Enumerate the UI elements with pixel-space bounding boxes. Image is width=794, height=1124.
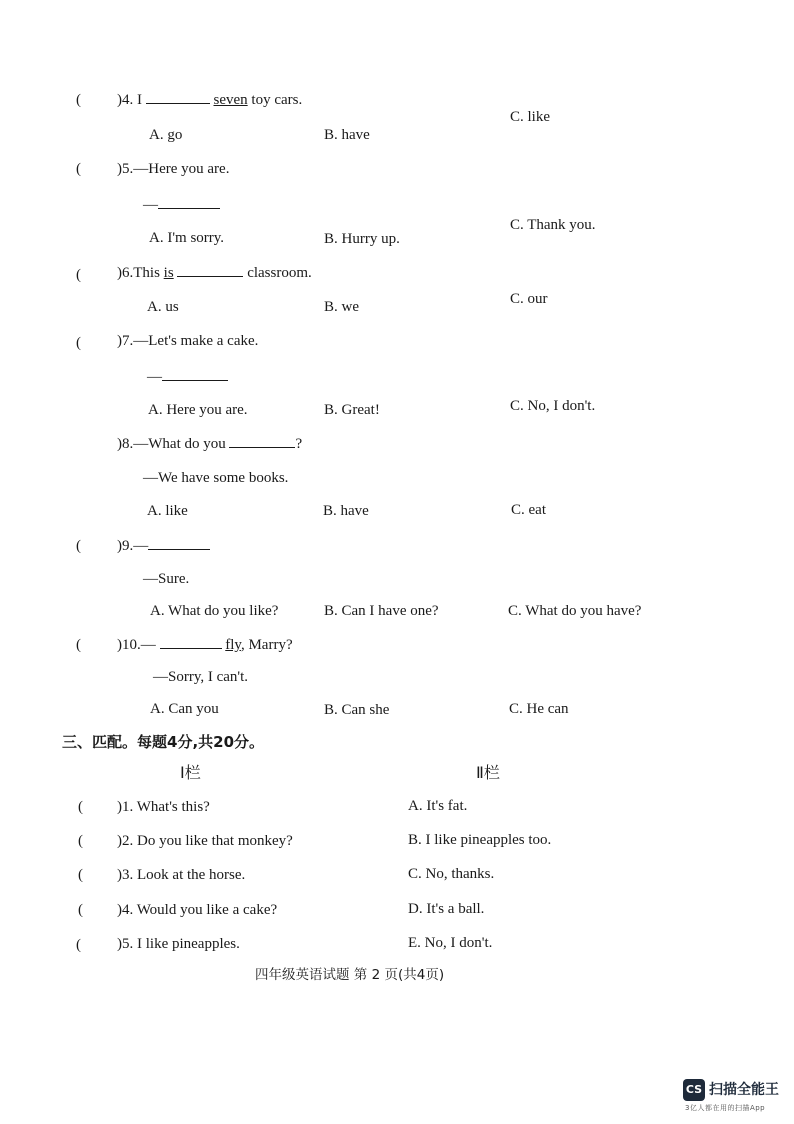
question-number: )10. [117,637,141,653]
response-line [143,196,220,214]
match-left-item: )3. Look at the horse. [117,867,246,883]
question-number: )7. [117,333,134,349]
question-9 [117,537,210,555]
question-number: )5. [117,161,134,177]
camscanner-logo-icon: CS [683,1079,705,1101]
option-a: A. Here you are. [148,402,248,418]
option-b: B. have [324,127,370,143]
dash: — [140,637,156,653]
question-text: toy cars. [251,92,303,108]
option-b: B. Great! [324,402,380,418]
match-right-item: C. No, thanks. [408,866,495,882]
match-left-item: )5. I like pineapples. [117,936,240,952]
answer-blank [146,91,210,104]
option-a: A. Can you [150,701,219,717]
dash: — [133,538,149,554]
question-text: , Marry? [240,637,293,653]
match-left-item: )1. What's this? [117,799,210,815]
underlined-word: is [163,265,174,281]
dash: — [143,197,158,213]
answer-paren: ( [76,637,81,653]
question-number: )4. [117,92,134,108]
option-b: B. Can I have one? [324,603,439,619]
underlined-word: fly [225,637,241,653]
dash: — [147,369,162,385]
question-6 [117,264,312,282]
answer-paren: ( [78,867,83,883]
option-b: B. Can she [324,702,390,718]
response-line: —We have some books. [143,470,289,486]
option-b: B. Hurry up. [324,231,400,247]
question-number: )6. [117,265,134,281]
answer-blank [160,636,222,649]
watermark-name: 扫描全能王 [709,1082,779,1098]
match-left-item: )4. Would you like a cake? [117,902,278,918]
question-5 [117,160,229,178]
response-line: —Sorry, I can't. [153,669,249,685]
question-7 [117,332,258,350]
option-a: A. like [147,503,188,519]
question-text: I [137,92,142,108]
underlined-word: seven [213,92,248,108]
question-text: —What do you [133,436,226,452]
answer-paren: ( [76,937,81,953]
option-b: B. have [323,503,369,519]
camscanner-watermark [683,1078,791,1114]
match-right-item: A. It's fat. [408,798,468,814]
answer-paren: ( [78,833,83,849]
answer-blank [158,196,220,209]
option-c: C. What do you have? [508,603,642,619]
answer-blank [148,537,210,550]
answer-paren: ( [78,902,83,918]
question-10 [117,636,293,654]
answer-paren: ( [76,267,81,283]
option-c: C. He can [509,701,569,717]
option-a: A. What do you like? [150,603,279,619]
answer-paren: ( [76,161,81,177]
question-8 [117,435,302,453]
option-c: C. eat [511,502,546,518]
option-a: A. I'm sorry. [149,230,225,246]
question-text: —Here you are. [133,161,230,177]
match-right-item: E. No, I don't. [408,935,493,951]
answer-blank [177,264,243,277]
response-line [147,368,228,386]
question-text: classroom. [247,265,312,281]
option-b: B. we [324,299,359,315]
watermark-tagline: 3亿人都在用的扫描App [685,1104,766,1112]
option-c: C. like [510,109,550,125]
option-c: C. No, I don't. [510,398,596,414]
match-right-item: B. I like pineapples too. [408,832,552,848]
section-title: 三、匹配。每题4分,共20分。 [62,733,265,751]
response-line: —Sure. [143,571,190,587]
option-c: C. Thank you. [510,217,596,233]
answer-blank [162,368,228,381]
match-right-item: D. It's a ball. [408,901,485,917]
page-footer: 四年级英语试题 第 2 页(共4页) [255,967,445,983]
answer-paren: ( [76,538,81,554]
option-a: A. go [149,127,183,143]
question-text: ? [295,436,303,452]
option-a: A. us [147,299,179,315]
option-c: C. our [510,291,548,307]
column-2-heading: Ⅱ栏 [476,763,500,782]
column-1-heading: Ⅰ栏 [180,763,201,782]
question-number: )9. [117,538,134,554]
question-number: )8. [117,436,134,452]
question-text: This [133,265,160,281]
answer-paren: ( [78,799,83,815]
match-left-item: )2. Do you like that monkey? [117,833,293,849]
answer-blank [229,435,295,448]
question-4 [117,91,302,109]
question-text: —Let's make a cake. [133,333,259,349]
answer-paren: ( [76,92,81,108]
answer-paren: ( [76,335,81,351]
